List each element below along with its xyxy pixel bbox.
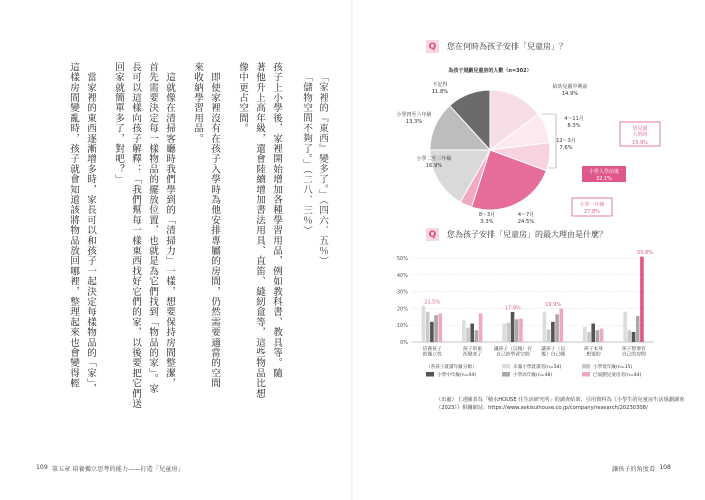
bar bbox=[583, 327, 587, 342]
data-label: 21.5% bbox=[424, 299, 441, 306]
bar bbox=[507, 323, 511, 342]
body-col-4: 即使家裡沒有在孩子入學時為他安排專屬的房間，仍然需要適當的空間 bbox=[209, 62, 220, 389]
legend-swatch bbox=[502, 372, 510, 377]
x-tick-label: 孩子的東西變多了 bbox=[462, 347, 483, 358]
callout-grade1-pct: 27.8% bbox=[584, 209, 600, 215]
legend-label: 小學低年級(n=35) bbox=[593, 365, 633, 370]
quote-col-2: 「儲物空間不夠了。」（二八．三％） bbox=[301, 72, 312, 236]
callout-preschool-pct: 15.9% bbox=[632, 140, 648, 146]
data-label: 19.9% bbox=[545, 302, 562, 309]
pie-slice-label: 給幼兒園中期前 bbox=[552, 84, 588, 90]
question-2-text: 您為孩子安排「兒童房」的最大理由是什麼？ bbox=[447, 230, 607, 239]
bar bbox=[515, 319, 519, 342]
right-page bbox=[352, 0, 705, 500]
body-col-9: 回家就簡單多了，對吧？」 bbox=[113, 62, 124, 185]
x-tick-label: 培養孩子的獨立性 bbox=[422, 347, 442, 358]
body-col-5: 來收納學習用品。 bbox=[192, 62, 203, 144]
pie-title: 為孩子規劃兒童房的人數（n=302） bbox=[448, 68, 532, 74]
bar bbox=[519, 318, 523, 342]
bar bbox=[426, 312, 430, 342]
y-tick-label: 10% bbox=[396, 323, 408, 330]
bar bbox=[547, 329, 551, 342]
pie-slice-label: 12～3月 bbox=[556, 138, 576, 144]
y-tick-label: 0% bbox=[400, 340, 408, 346]
data-label: 50.8% bbox=[637, 250, 654, 257]
bar bbox=[628, 330, 632, 342]
body-col-11: 這樣房間變亂時，孩子就會知道該將物品放回哪裡，整理起來也會變得輕 bbox=[68, 62, 79, 389]
bar bbox=[623, 312, 627, 342]
bar bbox=[475, 330, 479, 342]
legend-swatch bbox=[582, 372, 590, 377]
bar bbox=[470, 324, 474, 342]
callout-grade1-title: 小學一年級 bbox=[579, 202, 605, 208]
legend-swatch bbox=[582, 364, 590, 369]
right-running-head: 讓孩子的角度看 bbox=[611, 466, 656, 473]
question-1-text: 您在何時為孩子安排「兒童房」？ bbox=[447, 42, 567, 51]
x-tick-label: 孩子想要有自己的房間 bbox=[621, 347, 646, 358]
y-tick-label: 30% bbox=[396, 289, 408, 296]
legend-label: （各孩子就讀年級分類） bbox=[426, 365, 477, 370]
x-tick-label: 孩子本身想要的 bbox=[583, 347, 604, 358]
body-col-8: 長可以這樣向孩子解釋：「我們幫每一樣東西找好它們的家，以後要把它們送 bbox=[130, 62, 141, 409]
legend-label: 小學中年級(n=44) bbox=[437, 373, 477, 378]
bar bbox=[591, 324, 595, 342]
y-tick-label: 20% bbox=[396, 306, 408, 313]
question-2 bbox=[426, 228, 607, 241]
y-tick-label: 40% bbox=[396, 272, 408, 279]
callout-preschool-title: 幼兒園大班時 bbox=[632, 126, 648, 138]
question-1 bbox=[426, 40, 567, 53]
bar bbox=[438, 313, 442, 342]
question-mark-icon: Q bbox=[426, 228, 439, 241]
body-col-3: 像中更占空間。 bbox=[237, 62, 248, 134]
pie-slice-value: 8.3% bbox=[567, 123, 581, 129]
bar bbox=[600, 329, 604, 342]
pie-slice-label: 4～7月 bbox=[517, 212, 535, 218]
x-tick-label: 讓孩子（以後）有自己的學習空間 bbox=[493, 347, 533, 358]
source-note: （出處）上述圖表為「積水HOUSE 住生活研究所」的調查結果，引用資料為《小學生的兒童房生活規劃調查（2023）》相關網站：https://www.sekisuihouse.co.jp/company/research/20230308/ bbox=[436, 397, 685, 411]
bar bbox=[466, 328, 470, 342]
pie-slice-value: 16.9% bbox=[425, 163, 443, 169]
pie-slice-label: 不記得 bbox=[432, 82, 448, 88]
right-page-number: 108 bbox=[659, 464, 671, 471]
bar bbox=[434, 315, 438, 342]
bar bbox=[636, 316, 640, 342]
bar bbox=[551, 322, 555, 342]
body-col-2: 著他升上高年級，還會陸續增加書法用具、直笛、縫紉盒等，這些物品比想 bbox=[254, 62, 265, 399]
pie-slice-label: 小學二至三年級 bbox=[416, 156, 452, 162]
pie-slice-value: 13.3% bbox=[405, 119, 423, 125]
right-footer bbox=[612, 464, 671, 473]
legend-label: 已規劃兒童房者(n=44) bbox=[593, 373, 642, 378]
bar bbox=[587, 332, 591, 342]
pie-slice-value: 11.8% bbox=[431, 89, 449, 95]
body-col-6: 這就像在清掃客廳時我們學到的「清掃力」一樣，想要保持房間整潔， bbox=[164, 62, 175, 389]
bar bbox=[640, 257, 644, 342]
legend-swatch bbox=[502, 364, 510, 369]
callout-enroll-title: 小學入學前後 bbox=[588, 169, 620, 175]
question-mark-icon: Q bbox=[426, 40, 439, 53]
pie-slice-label: 4～11月 bbox=[564, 116, 584, 122]
y-tick-label: 50% bbox=[396, 256, 408, 262]
pie-slice-value: 7.6% bbox=[559, 145, 573, 151]
bar bbox=[596, 330, 600, 342]
bar bbox=[502, 324, 506, 342]
bar bbox=[430, 322, 434, 342]
bar bbox=[543, 312, 547, 342]
legend-swatch bbox=[426, 372, 434, 377]
bar bbox=[632, 332, 636, 342]
left-running-head: 第五章 培養獨立思考的能力——打造「兒童房」 bbox=[51, 466, 184, 473]
body-col-10: 當家裡的東西逐漸增多時，家長可以和孩子一起決定每樣物品的「家」， bbox=[85, 62, 96, 394]
bar bbox=[462, 320, 466, 342]
left-footer bbox=[36, 464, 184, 473]
pie-slice-label: 小學四至六年級 bbox=[396, 112, 432, 118]
body-col-7: 首先需要決定每一樣物品的擺放位置，也就是為它們找到「物品的家」。家 bbox=[147, 62, 158, 394]
left-page-number: 109 bbox=[36, 464, 48, 471]
pie-slice-value: 24.5% bbox=[517, 219, 535, 225]
body-col-1: 孩子上小學後，家裡開始增加各種學習用品，例如教科書、教具等。隨 bbox=[271, 62, 282, 379]
legend-label: 小學高年級(n=48) bbox=[513, 373, 553, 378]
quote-col-1: 「家裡的『東西』變多了。」（四六．五％） bbox=[317, 72, 328, 267]
bar bbox=[559, 309, 563, 342]
bar bbox=[511, 312, 515, 342]
bar bbox=[422, 306, 426, 342]
x-tick-label: 讓孩子（以後）自己睡 bbox=[541, 347, 566, 358]
legend-label: 未滿小學就讀者(n=54) bbox=[513, 365, 562, 370]
bar bbox=[555, 314, 559, 342]
pie-slice-label: 8～3月 bbox=[478, 212, 496, 218]
bar-chart bbox=[352, 246, 705, 396]
pie-slice-value: 3.3% bbox=[480, 219, 494, 225]
callout-enroll-pct: 32.1% bbox=[596, 176, 612, 182]
left-page bbox=[0, 0, 352, 500]
pie-slice-value: 14.9% bbox=[561, 91, 579, 97]
data-label: 17.9% bbox=[504, 305, 521, 312]
bar bbox=[479, 313, 483, 342]
